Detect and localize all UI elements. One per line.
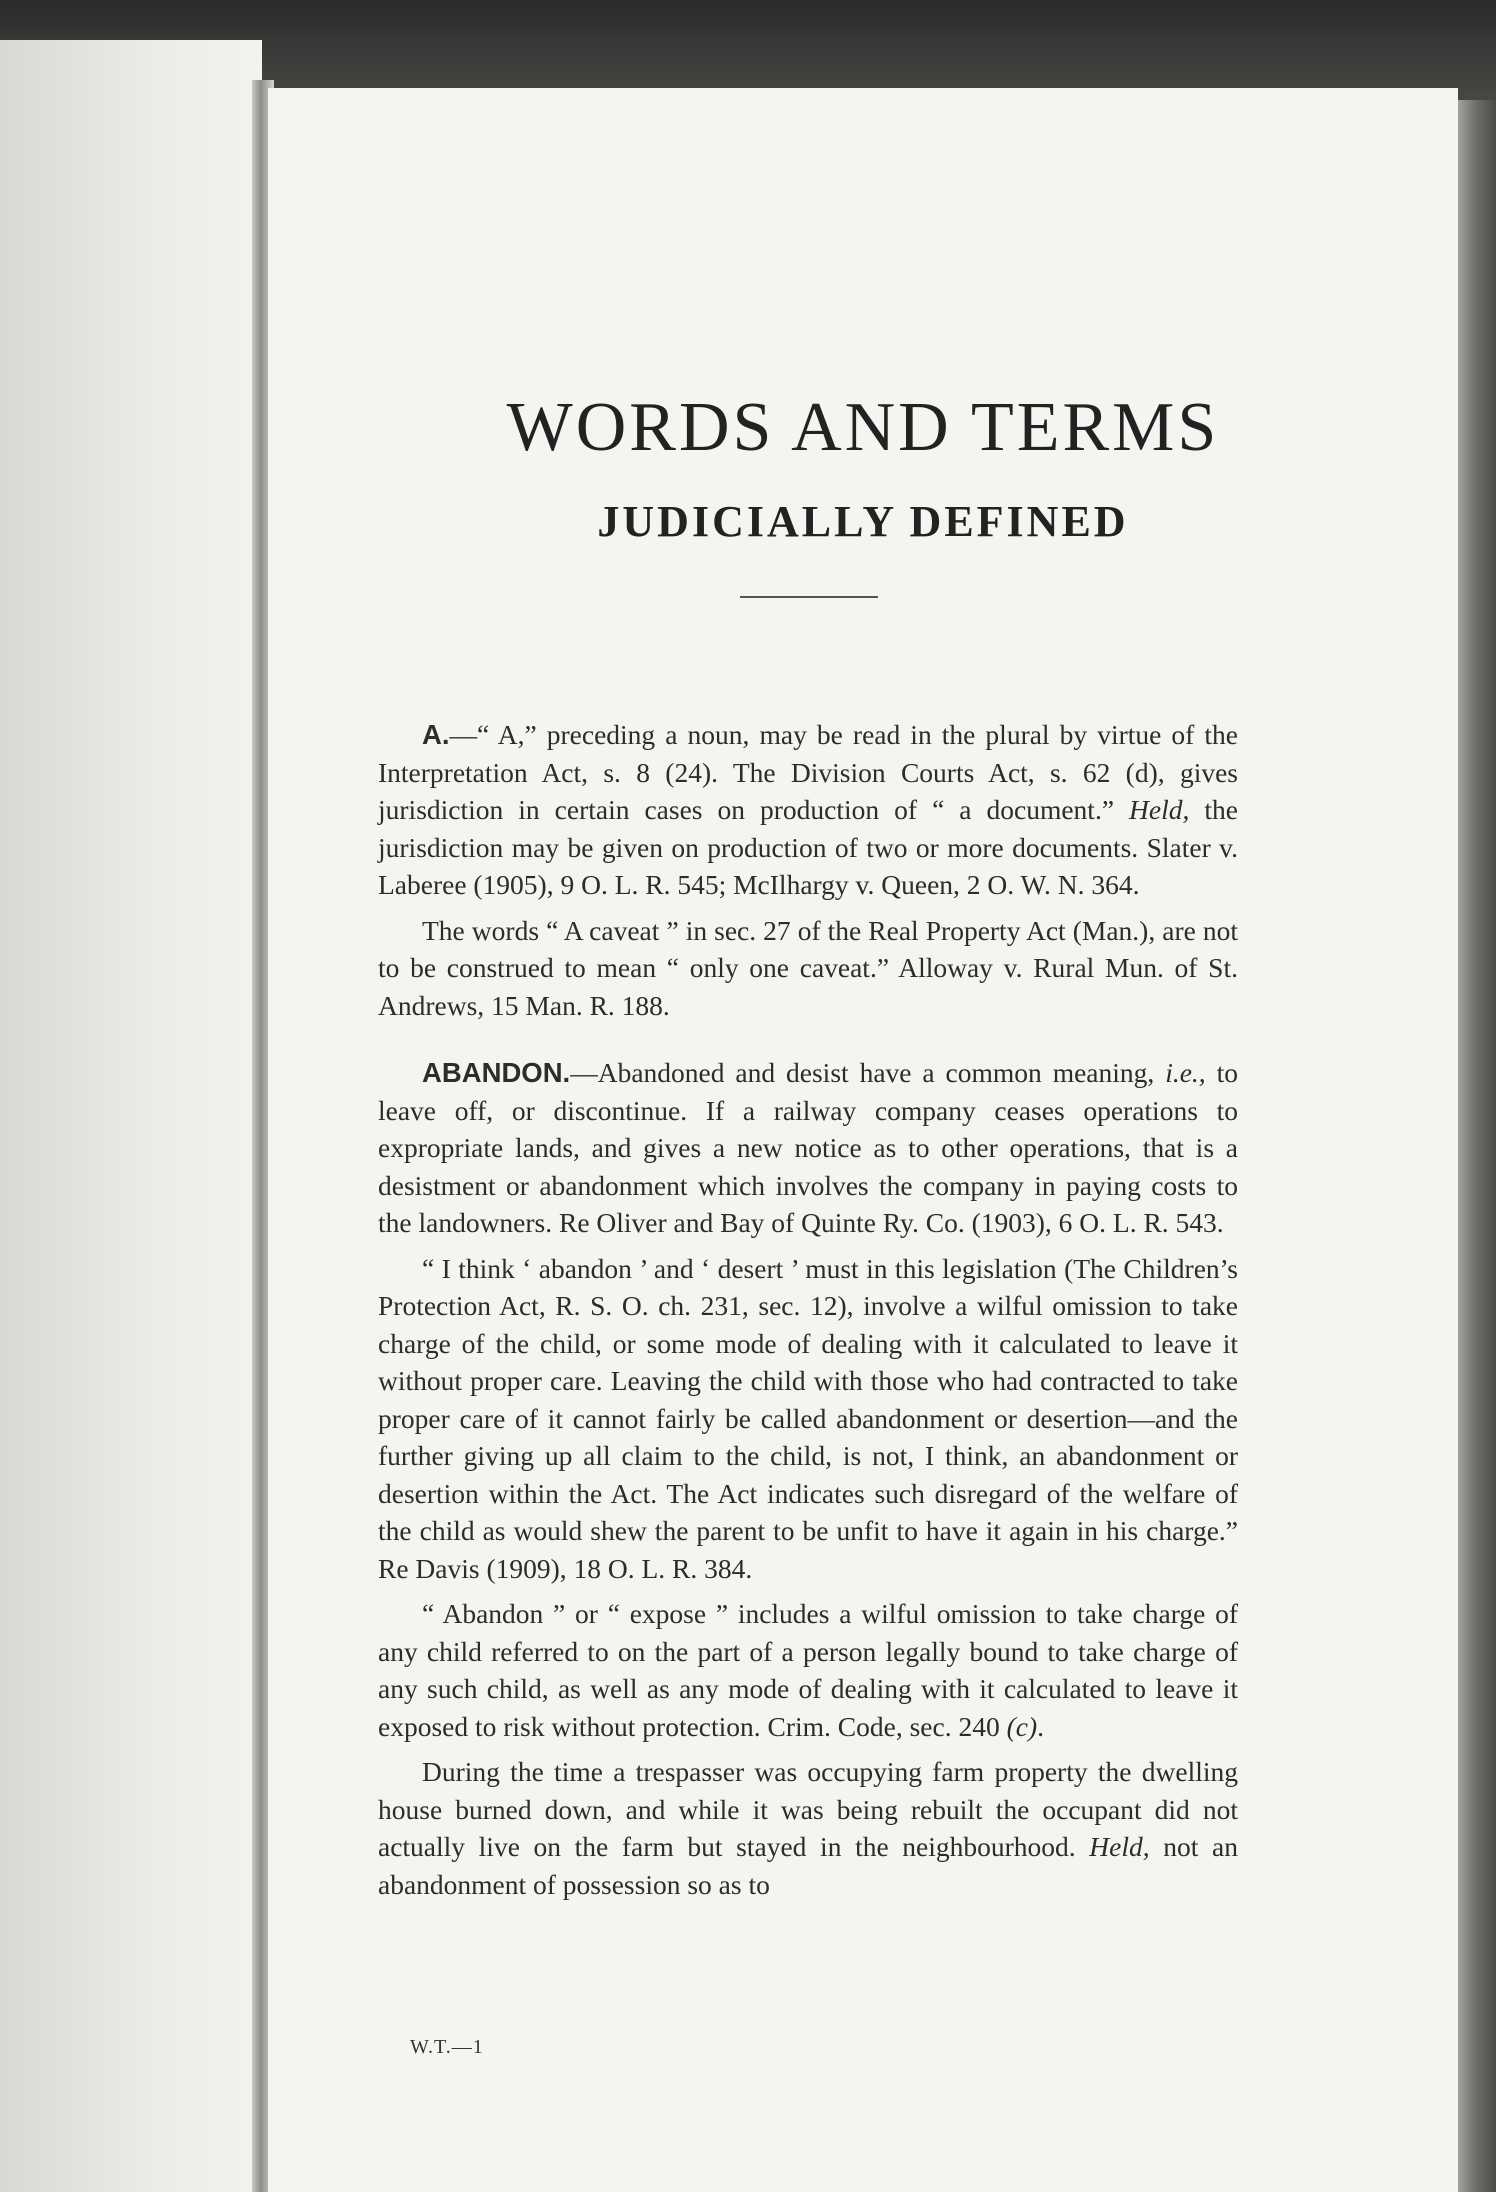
page-subtitle: JUDICIALLY DEFINED [597,497,1129,546]
book-page [268,88,1458,2192]
entry-abandon-paragraph-4: During the time a trespasser was occupying farm property the dwelling house burned down, and while it was being rebuilt the occupant did not actually live on the farm but stayed in the neighbourhood. Held, not an abandonment of possession so as to [378,1756,1238,1900]
entry-a-headword: A. [422,719,450,750]
signature-mark: W.T.—1 [410,2036,484,2058]
facing-page [0,40,262,2192]
definitions-body [378,716,1238,1903]
entry-abandon-paragraph-3: “ Abandon ” or “ expose ” includes a wilful omission to take charge of any child referred to on the part of a person legally bound to take charge of any such child, as well as any mode of dealing with it calculated to leave it exposed to risk without protection. Crim. Code, sec. 240 (c). [378,1598,1238,1742]
title-rule [740,596,878,598]
page-title: WORDS AND TERMS [506,389,1220,466]
entry-abandon-headword: ABANDON. [422,1057,571,1088]
entry-abandon-paragraph-1: ABANDON.—Abandoned and desist have a common meaning, i.e., to leave off, or discontinue. If a railway company ceases operations to expropriate lands, and gives a new notice as to other operations, that is a desistment or abandonment which involves the company in paying costs to the landowners. Re Oliver and Bay of Quinte Ry. Co. (1903), 6 O. L. R. 543. [378,1057,1238,1238]
entry-a-paragraph-2: The words “ A caveat ” in sec. 27 of the Real Property Act (Man.), are not to be construed to mean “ only one caveat.” Alloway v. Rural Mun. of St. Andrews, 15 Man. R. 188. [378,914,1238,1021]
entry-abandon-paragraph-2: “ I think ‘ abandon ’ and ‘ desert ’ must in this legislation (The Children’s Protection Act, R. S. O. ch. 231, sec. 12), involve a wilful omission to take charge of the child, or some mode of dealing with it calculated to leave it without proper care. Leaving the child with those who had contracted to take proper care of it cannot fairly be called abandonment or desertion—and the further giving up all claim to the child, is not, I think, an abandonment or desertion within the Act. The Act indicates such disregard of the welfare of the child as would shew the parent to be unfit to have it again in his charge.” Re Davis (1909), 18 O. L. R. 384. [378,1252,1238,1584]
entry-a-paragraph-1: A.—“ A,” preceding a noun, may be read in the plural by virtue of the Interpretation Act, s. 8 (24). The Division Courts Act, s. 62 (d), gives jurisdiction in certain cases on production of “ a document.” Held, the jurisdiction may be given on production of two or more documents. Slater v. Laberee (1905), 9 O. L. R. 545; McIlhargy v. Queen, 2 O. W. N. 364. [378,719,1238,900]
